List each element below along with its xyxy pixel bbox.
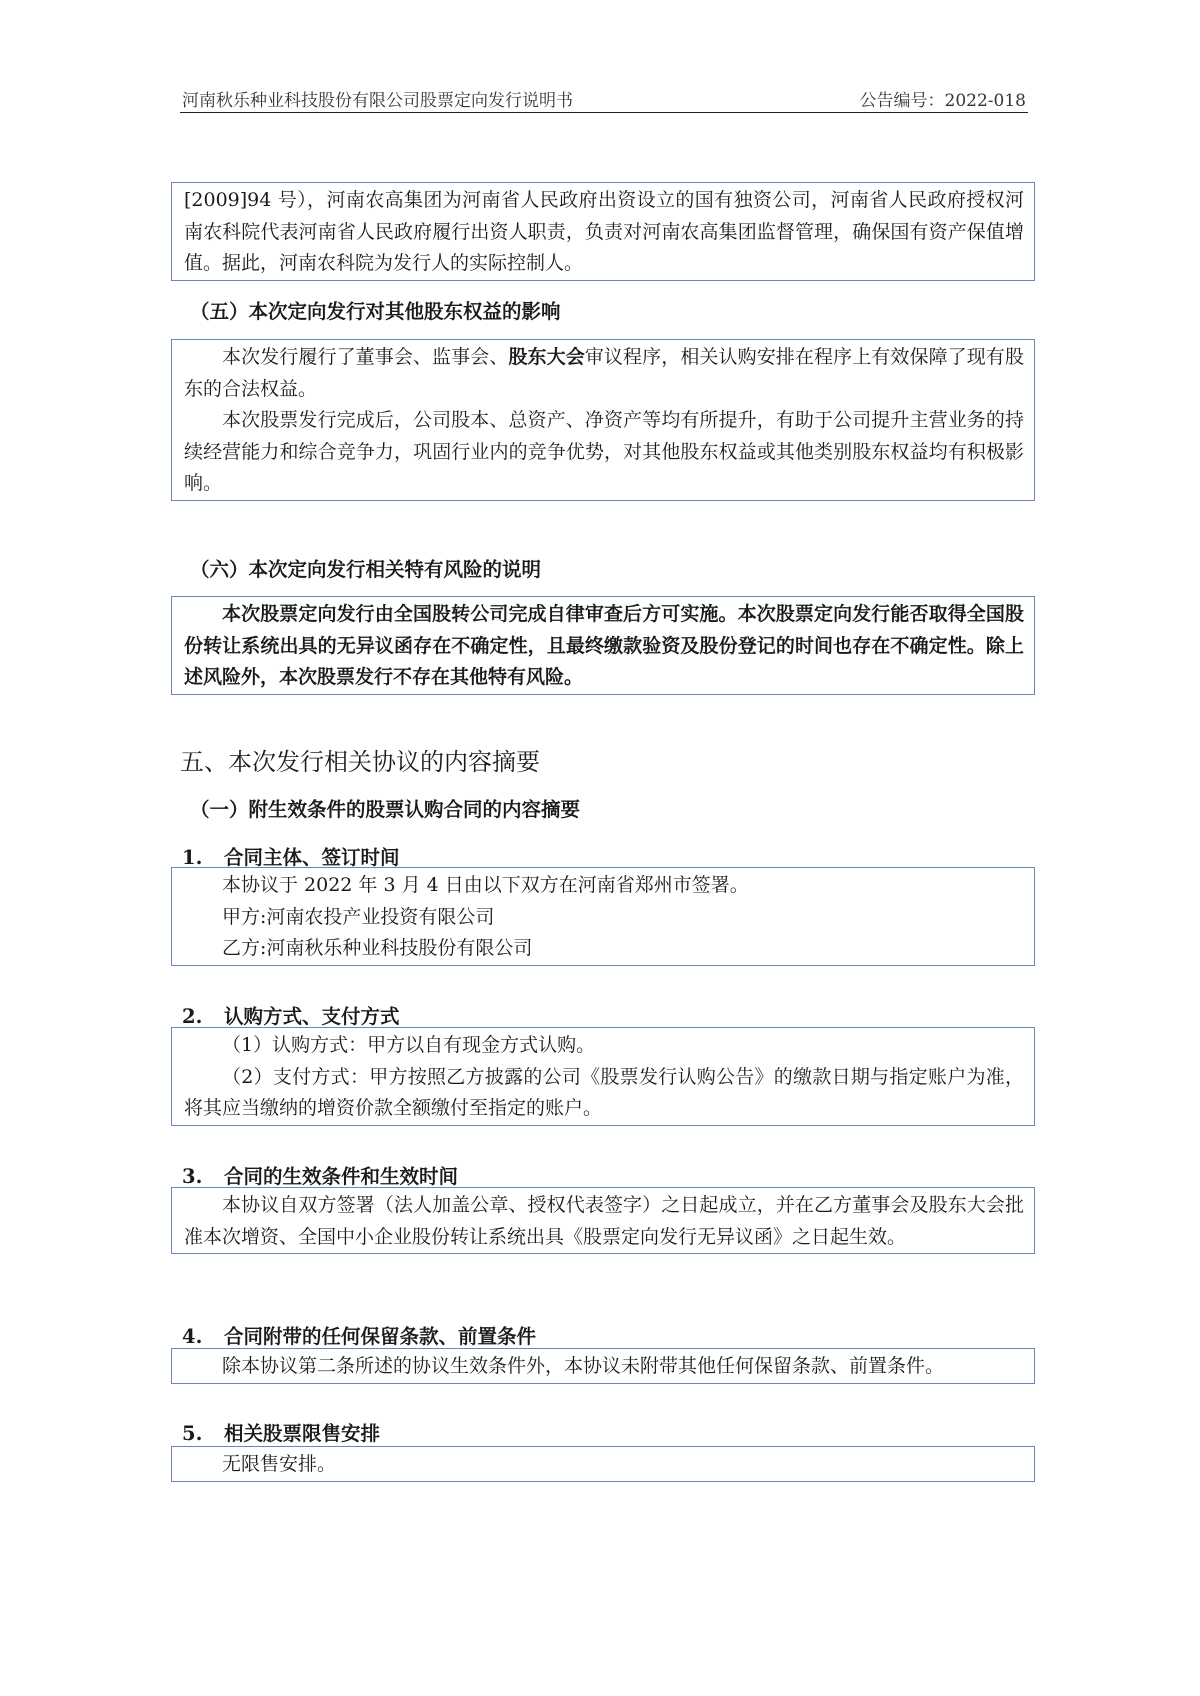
item-1-line-3: 乙方:河南秋乐种业科技股份有限公司 <box>222 937 533 959</box>
control-paragraph: [2009]94 号），河南农高集团为河南省人民政府出资设立的国有独资公司，河南省人民政府授权河南农科院代表河南省人民政府履行出资人职责，负责对河南农高集团监督管理，确保国有资产保值增值。据此，河南农科院为发行人的实际控制人。 <box>184 189 1024 274</box>
section5-heading: （五）本次定向发行对其他股东权益的影响 <box>190 300 561 323</box>
item-2-box <box>171 1027 1035 1126</box>
announcement-number: 公告编号：2022-018 <box>859 91 1026 111</box>
item-3-line-1: 本协议自双方签署（法人加盖公章、授权代表签字）之日起成立，并在乙方董事会及股东大会批准本次增资、全国中小企业股份转让系统出具《股票定向发行无异议函》之日起生效。 <box>184 1194 1024 1248</box>
item-1-box <box>171 867 1035 966</box>
item-5-title: 相关股票限售安排 <box>224 1422 381 1445</box>
item-1-line-2: 甲方:河南农投产业投资有限公司 <box>222 905 495 928</box>
chapter5-title: 五、本次发行相关协议的内容摘要 <box>180 748 540 776</box>
item-2-line-2: （2）支付方式：甲方按照乙方披露的公司《股票发行认购公告》的缴款日期与指定账户为准，将其应当缴纳的增资价款全额缴付至指定的账户。 <box>184 1065 1024 1119</box>
p1-after: 审议程序，相关认购安排在程序上有效保障了现有股东的合法权益。 <box>184 346 1024 400</box>
item-4-box <box>171 1348 1035 1384</box>
item-5-heading <box>182 1418 380 1446</box>
item-4-title: 合同附带的任何保留条款、前置条件 <box>224 1325 537 1348</box>
item-4-heading <box>182 1321 536 1349</box>
p1-bold: 股东大会 <box>508 346 585 368</box>
section6-box <box>171 596 1035 695</box>
item-3-heading <box>182 1161 458 1189</box>
item-5-number: 5. <box>182 1422 203 1445</box>
section6-heading: （六）本次定向发行相关特有风险的说明 <box>190 558 542 581</box>
item-3-box <box>171 1187 1035 1254</box>
section5-paragraph-2: 本次股票发行完成后，公司股本、总资产、净资产等均有所提升，有助于公司提升主营业务的持续经营能力和综合竞争力，巩固行业内的竞争优势，对其他股东权益或其他类别股东权益均有积极影响。 <box>184 409 1024 494</box>
document-title: 河南秋乐种业科技股份有限公司股票定向发行说明书 <box>182 91 573 111</box>
page-header <box>180 84 1028 113</box>
item-2-heading <box>182 1001 400 1029</box>
chapter5-sub1: （一）附生效条件的股票认购合同的内容摘要 <box>190 798 581 821</box>
item-4-line-1: 除本协议第二条所述的协议生效条件外，本协议未附带其他任何保留条款、前置条件。 <box>222 1355 945 1377</box>
item-4-number: 4. <box>182 1325 203 1348</box>
item-2-line-1: （1）认购方式：甲方以自有现金方式认购。 <box>222 1034 596 1056</box>
section5-paragraph-1 <box>184 342 1024 405</box>
item-1-number: 1. <box>182 846 203 869</box>
p1-before: 本次发行履行了董事会、监事会、 <box>222 346 509 368</box>
item-1-line-1: 本协议于 2022 年 3 月 4 日由以下双方在河南省郑州市签署。 <box>222 874 749 896</box>
section5-box <box>171 339 1035 501</box>
section6-paragraph: 本次股票定向发行由全国股转公司完成自律审查后方可实施。本次股票定向发行能否取得全国股份转让系统出具的无异议函存在不确定性，且最终缴款验资及股份登记的时间也存在不确定性。除上述风险外，本次股票发行不存在其他特有风险。 <box>184 603 1024 688</box>
item-2-title: 认购方式、支付方式 <box>224 1005 400 1028</box>
item-2-number: 2. <box>182 1005 203 1028</box>
item-3-title: 合同的生效条件和生效时间 <box>224 1165 459 1188</box>
item-1-title: 合同主体、签订时间 <box>224 846 400 869</box>
item-5-box <box>171 1446 1035 1482</box>
item-1-heading <box>182 842 400 870</box>
item-5-line-1: 无限售安排。 <box>222 1453 337 1475</box>
control-text-box <box>171 182 1035 281</box>
item-3-number: 3. <box>182 1165 203 1188</box>
